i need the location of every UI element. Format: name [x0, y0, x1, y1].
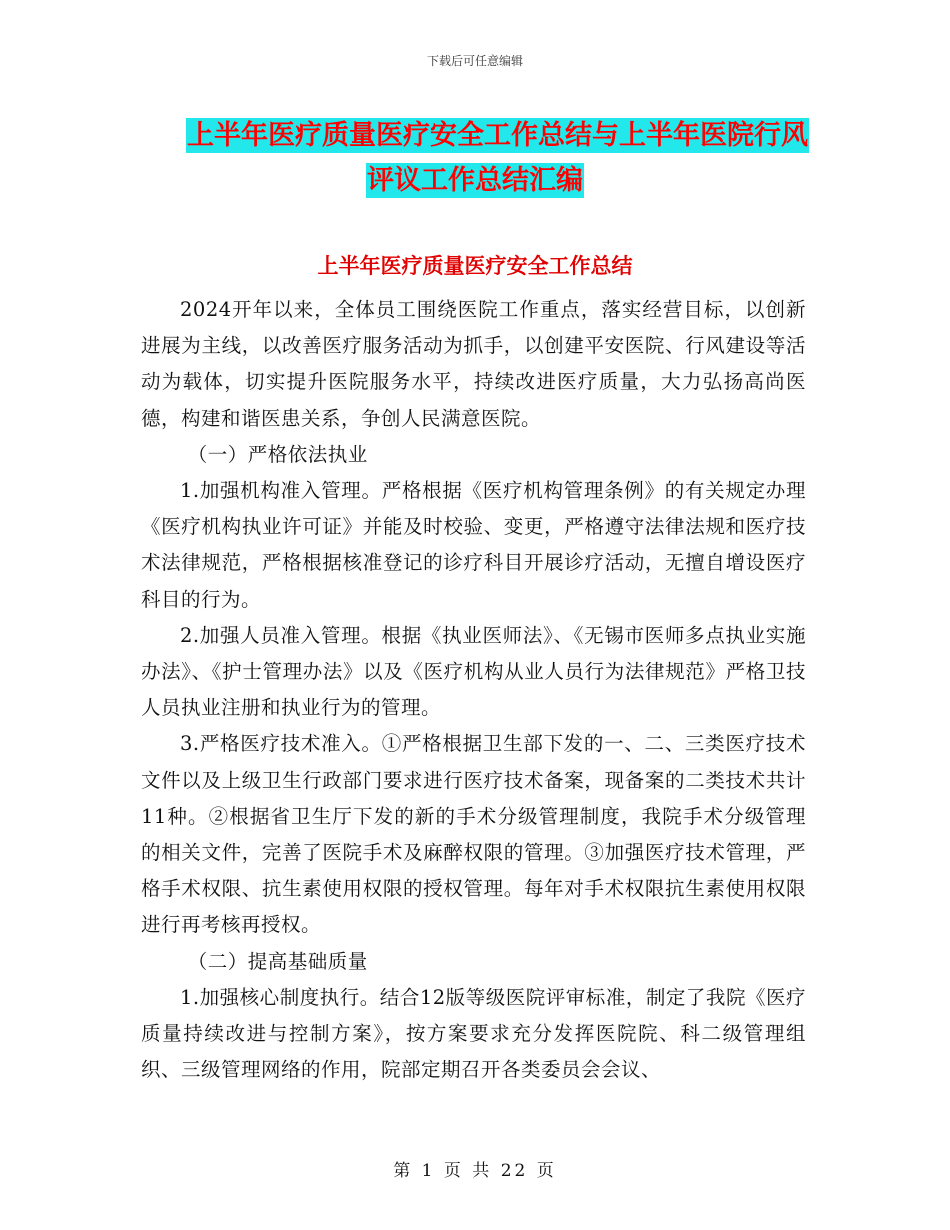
document-title-line-1: [0, 113, 950, 152]
section-title: 上半年医疗质量医疗安全工作总结: [317, 254, 633, 278]
paragraph-personnel-access: 2.加强人员准入管理。根据《执业医师法》、《无锡市医师多点执业实施办法》、《护士管理办法》以及《医疗机构从业人员行为法律规范》严格卫技人员执业注册和执业行为的管理。: [141, 623, 806, 720]
subheading-basic-quality: （二）提高基础质量: [187, 949, 368, 973]
document-title-line-2: [0, 158, 950, 197]
document-title-line-2-text: 评议工作总结汇编: [367, 165, 583, 196]
document-title-line-1-text: 上半年医疗质量医疗安全工作总结与上半年医院行风: [187, 120, 808, 151]
header-note: 下载后可任意编辑: [426, 54, 523, 68]
paragraph-intro: 2024开年以来，全体员工围绕医院工作重点，落实经营目标，以创新进展为主线，以改善医疗服务活动为抓手，以创建平安医院、行风建设等活动为载体，切实提升医院服务水平，持续改进医疗质量，大力弘扬高尚医德，构建和谐医患关系，争创人民满意医院。: [141, 298, 806, 430]
paragraph-institution-access: 1.加强机构准入管理。严格根据《医疗机构管理条例》的有关规定办理《医疗机构执业许可证》并能及时校验、变更，严格遵守法律法规和医疗技术法律规范，严格根据核准登记的诊疗科目开展诊疗活动，无擅自增设医疗科目的行为。: [141, 479, 806, 611]
paragraph-core-system: 1.加强核心制度执行。结合12版等级医院评审标准，制定了我院《医疗质量持续改进与控制方案》，按方案要求充分发挥医院院、科二级管理组织、三级管理网络的作用，院部定期召开各类委员会会议、: [141, 985, 806, 1082]
page-footer: 第 1 页 共 22 页: [393, 1161, 557, 1181]
document-body: [141, 292, 806, 1088]
subheading-legal-practice: （一）严格依法执业: [187, 442, 368, 466]
paragraph-technology-access: 3.严格医疗技术准入。①严格根据卫生部下发的一、二、三类医疗技术文件以及上级卫生行政部门要求进行医疗技术备案，现备案的二类技术共计11种。②根据省卫生厅下发的新的手术分级管理制度，我院手术分级管理的相关文件，完善了医院手术及麻醉权限的管理。③加强医疗技术管理，严格手术权限、抗生素使用权限的授权管理。每年对手术权限抗生素使用权限进行再考核再授权。: [141, 732, 806, 937]
